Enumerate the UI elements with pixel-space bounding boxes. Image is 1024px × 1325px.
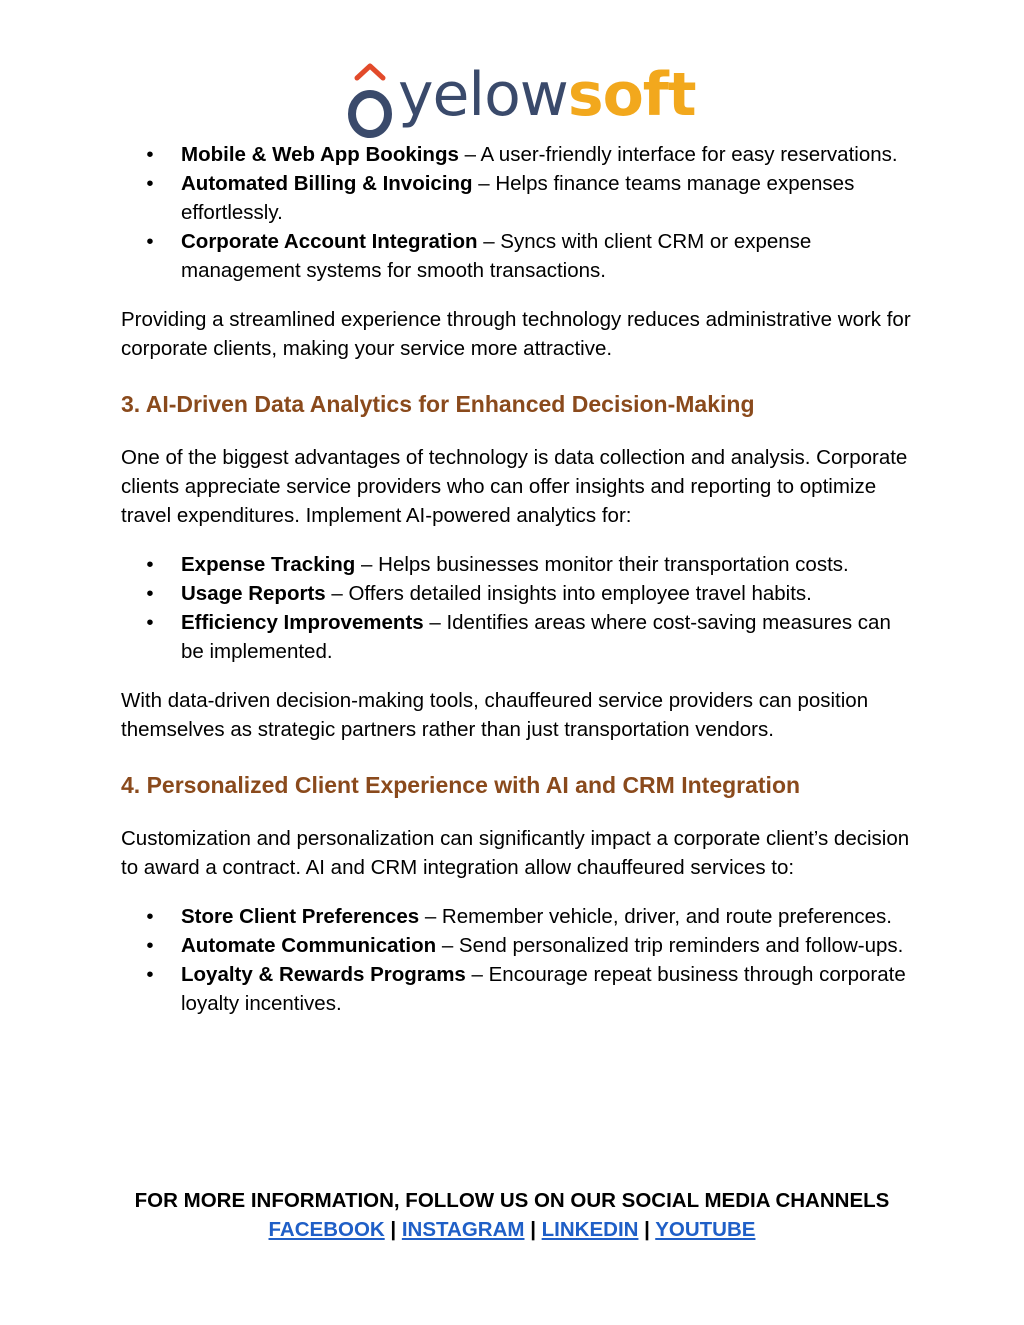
list-item-desc: – Remember vehicle, driver, and route preferences. <box>419 905 892 928</box>
link-separator: | <box>530 1218 536 1241</box>
list-item-term: Automated Billing & Invoicing <box>181 172 473 195</box>
bullet-icon: • <box>146 230 154 253</box>
list-item-term: Usage Reports <box>181 582 326 605</box>
list-item <box>121 140 911 169</box>
bullet-icon: • <box>146 963 154 986</box>
list-item <box>121 227 911 285</box>
bullet-icon: • <box>146 905 154 928</box>
logo-text-soft: soft <box>567 60 696 130</box>
list-item-desc: – Send personalized trip reminders and follow-ups. <box>436 934 904 957</box>
analytics-list <box>121 550 911 666</box>
bullet-icon: • <box>146 611 154 634</box>
paragraph: One of the biggest advantages of technology is data collection and analysis. Corporate clients appreciate service providers who can offer insights and reporting to optimize travel expenditures. Implement AI-powered analytics for: <box>121 446 908 527</box>
list-item-desc: – Identifies areas where cost-saving measures can be implemented. <box>181 611 891 663</box>
youtube-link[interactable]: YOUTUBE <box>655 1218 756 1241</box>
list-item-desc: – Syncs with client CRM or expense management systems for smooth transactions. <box>181 230 812 282</box>
footer-callout: FOR MORE INFORMATION, FOLLOW US ON OUR SOCIAL MEDIA CHANNELS <box>134 1189 890 1212</box>
feature-list <box>121 140 911 285</box>
list-item-term: Efficiency Improvements <box>181 611 424 634</box>
list-item-desc: – Helps finance teams manage expenses effortlessly. <box>181 172 855 224</box>
linkedin-link[interactable]: LINKEDIN <box>541 1218 639 1241</box>
bullet-icon: • <box>146 553 154 576</box>
list-item-term: Store Client Preferences <box>181 905 420 928</box>
list-item-term: Loyalty & Rewards Programs <box>181 963 466 986</box>
list-item <box>121 579 911 608</box>
logo-o-icon <box>344 56 404 142</box>
list-item <box>121 608 911 666</box>
list-item-term: Expense Tracking <box>181 553 356 576</box>
list-item <box>121 960 911 1018</box>
social-footer <box>0 1186 1024 1244</box>
list-item <box>121 169 911 227</box>
logo-text-yelow: yelow <box>398 60 568 130</box>
paragraph: Providing a streamlined experience through technology reduces administrative work for corporate clients, making your service more attractive. <box>121 308 911 360</box>
list-item-desc: – Offers detailed insights into employee travel habits. <box>325 582 812 605</box>
list-item-term: Mobile & Web App Bookings <box>181 143 459 166</box>
bullet-icon: • <box>146 172 154 195</box>
paragraph: With data-driven decision-making tools, chauffeured service providers can position themselves as strategic partners rather than just transportation vendors. <box>121 689 869 741</box>
paragraph: Customization and personalization can significantly impact a corporate client’s decision to award a contract. AI and CRM integration allow chauffeured services to: <box>121 827 910 879</box>
bullet-icon: • <box>146 934 154 957</box>
yelowsoft-logo <box>344 56 696 142</box>
list-item <box>121 902 911 931</box>
link-separator: | <box>644 1218 650 1241</box>
list-item-term: Corporate Account Integration <box>181 230 478 253</box>
bullet-icon: • <box>146 143 154 166</box>
list-item-desc: – A user-friendly interface for easy reservations. <box>458 143 898 166</box>
instagram-link[interactable]: INSTAGRAM <box>401 1218 525 1241</box>
social-links <box>0 1215 1024 1244</box>
bullet-icon: • <box>146 582 154 605</box>
link-separator: | <box>390 1218 397 1241</box>
personalization-list <box>121 902 911 1018</box>
list-item-desc: – Encourage repeat business through corporate loyalty incentives. <box>181 963 906 1015</box>
list-item-term: Automate Communication <box>181 934 437 957</box>
section-heading: 4. Personalized Client Experience with AI and CRM Integration <box>121 772 801 798</box>
main-content <box>121 140 911 1018</box>
section-heading: 3. AI-Driven Data Analytics for Enhanced Decision-Making <box>121 391 755 417</box>
list-item-desc: – Helps businesses monitor their transportation costs. <box>355 553 849 576</box>
list-item <box>121 550 911 579</box>
facebook-link[interactable]: FACEBOOK <box>268 1218 385 1241</box>
list-item <box>121 931 911 960</box>
